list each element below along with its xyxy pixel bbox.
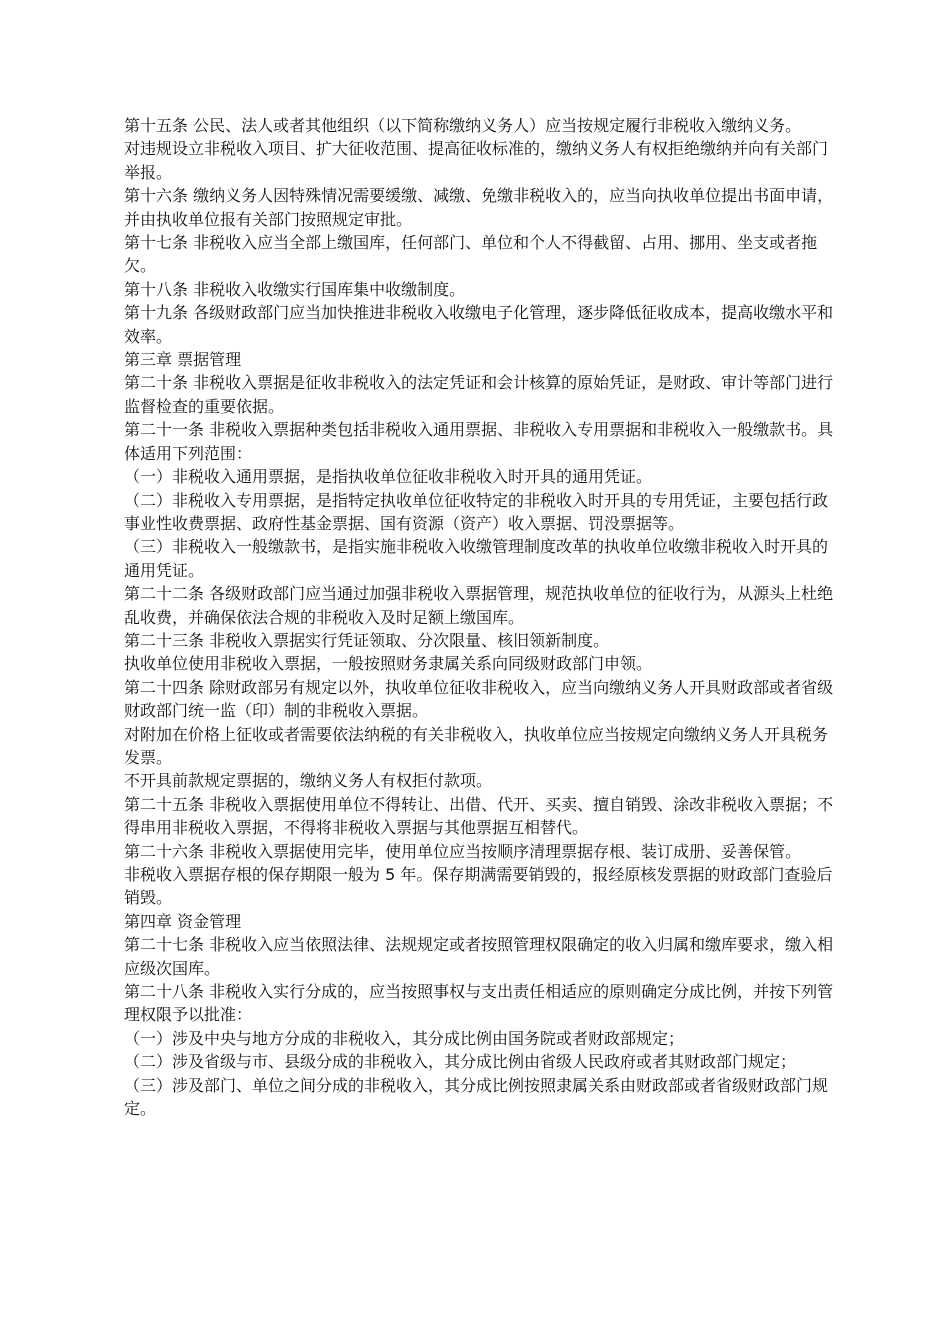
paragraph-article-28-item-1: （一）涉及中央与地方分成的非税收入，其分成比例由国务院或者财政部规定； [124, 1028, 685, 1048]
chapter-4-heading: 第四章 资金管理 [124, 911, 242, 931]
paragraph-article-20: 第二十条 非税收入票据是征收非税收入的法定凭证和会计核算的原始凭证，是财政、审计等部门进行监督检查的重要依据。 [124, 373, 834, 416]
paragraph-article-26-retention: 非税收入票据存根的保存期限一般为 5 年。保存期满需要销毁的，报经原核发票据的财政部门查验后销毁。 [124, 865, 833, 908]
paragraph-article-21: 第二十一条 非税收入票据种类包括非税收入通用票据、非税收入专用票据和非税收入一般缴款书。具体适用下列范围： [124, 420, 834, 463]
paragraph-article-28: 第二十八条 非税收入实行分成的，应当按照事权与支出责任相适应的原则确定分成比例，并按下列管理权限予以批准： [124, 982, 834, 1025]
paragraph-article-28-item-3: （三）涉及部门、单位之间分成的非税收入，其分成比例按照隶属关系由财政部或者省级财政部门规定。 [124, 1075, 829, 1119]
paragraph-article-27: 第二十七条 非税收入应当依照法律、法规规定或者按照管理权限确定的收入归属和缴库要求，缴入相应级次国库。 [124, 935, 834, 978]
paragraph-article-19: 第十九条 各级财政部门应当加快推进非税收入收缴电子化管理，逐步降低征收成本，提高收缴水平和效率。 [124, 303, 834, 346]
paragraph-article-15: 第十五条 公民、法人或者其他组织（以下简称缴纳义务人）应当按规定履行非税收入缴纳义务。 [124, 116, 802, 135]
paragraph-article-26: 第二十六条 非税收入票据使用完毕，使用单位应当按顺序清理票据存根、装订成册、妥善保管。 [124, 841, 802, 861]
paragraph-article-24-refuse: 不开具前款规定票据的，缴纳义务人有权拒付款项。 [124, 771, 493, 791]
paragraph-article-24-tax: 对附加在价格上征收或者需要依法纳税的有关非税收入，执收单位应当按规定向缴纳义务人开具税务发票。 [124, 724, 829, 767]
paragraph-article-21-item-3: （三）非税收入一般缴款书，是指实施非税收入收缴管理制度改革的执收单位收缴非税收入时开具的通用凭证。 [124, 537, 829, 580]
paragraph-article-24: 第二十四条 除财政部另有规定以外，执收单位征收非税收入，应当向缴纳义务人开具财政部或者省级财政部门统一监（印）制的非税收入票据。 [124, 677, 834, 721]
paragraph-article-16: 第十六条 缴纳义务人因特殊情况需要缓缴、减缴、免缴非税收入的，应当向执收单位提出书面申请，并由执收单位报有关部门按照规定审批。 [124, 186, 834, 229]
paragraph-article-25: 第二十五条 非税收入票据使用单位不得转让、出借、代开、买卖、擅自销毁、涂改非税收入票据；不得串用非税收入票据，不得将非税收入票据与其他票据互相替代。 [124, 794, 834, 838]
paragraph-article-18: 第十八条 非税收入收缴实行国库集中收缴制度。 [124, 279, 466, 299]
paragraph-article-28-item-2: （二）涉及省级与市、县级分成的非税收入，其分成比例由省级人民政府或者其财政部门规定； [124, 1052, 797, 1072]
paragraph-article-22: 第二十二条 各级财政部门应当通过加强非税收入票据管理，规范执收单位的征收行为，从源头上杜绝乱收费，并确保依法合规的非税收入及时足额上缴国库。 [124, 584, 834, 627]
paragraph-article-15-report: 对违规设立非税收入项目、扩大征收范围、提高征收标准的，缴纳义务人有权拒绝缴纳并向有关部门举报。 [124, 139, 829, 182]
chapter-3-heading: 第三章 票据管理 [124, 350, 242, 370]
paragraph-article-23: 第二十三条 非税收入票据实行凭证领取、分次限量、核旧领新制度。 [124, 630, 610, 650]
paragraph-article-21-item-1: （一）非税收入通用票据，是指执收单位征收非税收入时开具的通用凭证。 [124, 467, 653, 487]
document-body [124, 114, 836, 1120]
paragraph-article-17: 第十七条 非税收入应当全部上缴国库，任何部门、单位和个人不得截留、占用、挪用、坐支或者拖欠。 [124, 233, 818, 276]
paragraph-article-23-apply: 执收单位使用非税收入票据，一般按照财务隶属关系向同级财政部门申领。 [124, 654, 653, 674]
paragraph-article-21-item-2: （二）非税收入专用票据，是指特定执收单位征收特定的非税收入时开具的专用凭证，主要包括行政事业性收费票据、政府性基金票据、国有资源（资产）收入票据、罚没票据等。 [124, 490, 829, 533]
